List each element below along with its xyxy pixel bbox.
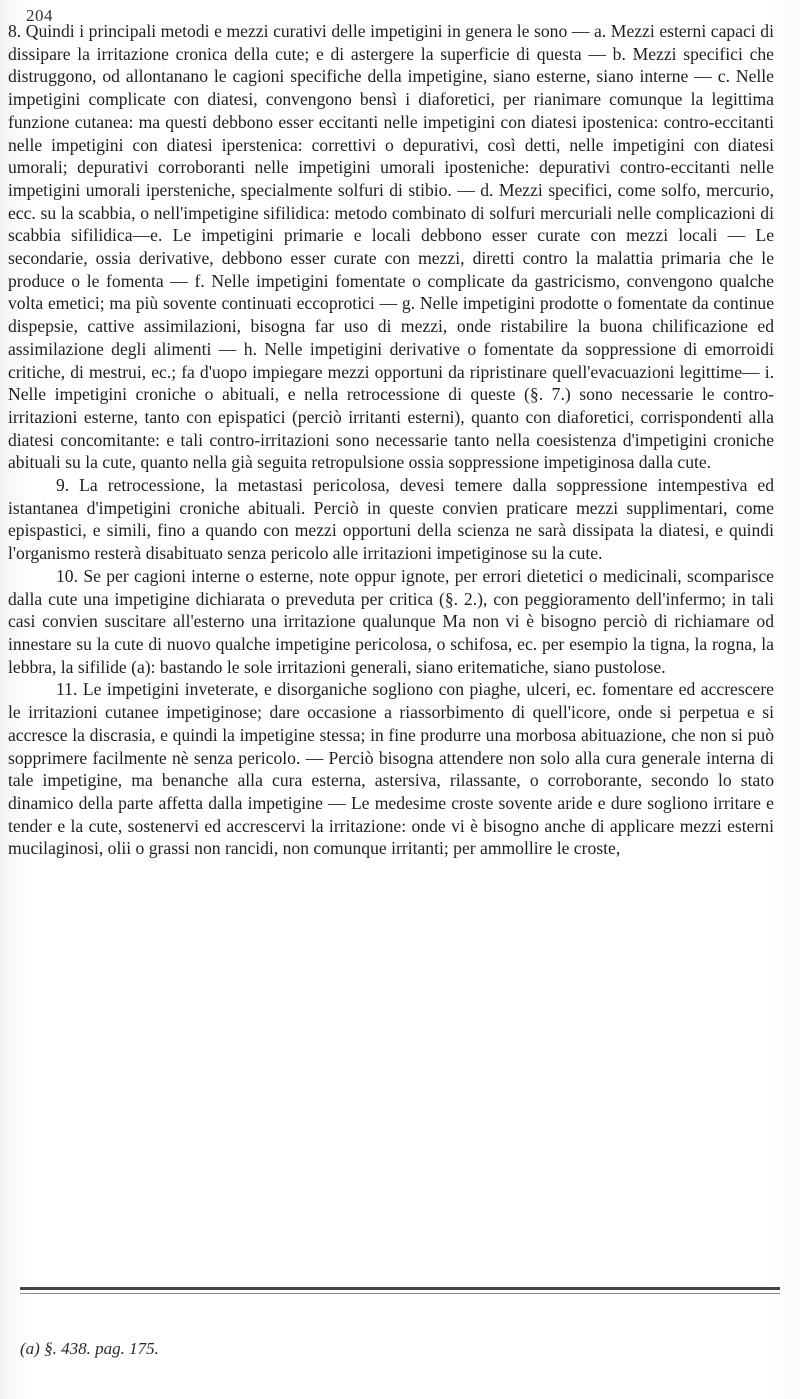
footnote: (a) §. 438. pag. 175. (20, 1339, 159, 1358)
paragraph-10: 10. Se per cagioni interne o esterne, note oppur ignote, per errori dietetici o medicinali, scomparisce dalla cute una impetigine dichiarata o preveduta per critica (§. 2.), con peggioramento dell'infermo; in tali casi convien suscitare all'esterno una irritazione qualunque Ma non vi è bisogno perciò di richiamare od innestare su la cute di nuovo qualche impetigine pericolosa, o schifosa, ec. per esempio la tigna, la rogna, la lebbra, la sifilide (a): bastando le sole irritazioni generali, siano eritematiche, siano pustolose. (8, 565, 774, 677)
paragraph-8: 8. Quindi i principali metodi e mezzi curativi delle impetigini in genera le sono — a. Mezzi esterni capaci di dissipare la irritazione cronica della cute; e di astergere la superficie di questa — b. Mezzi specifici che distruggono, od allontanano le cagioni specifiche della impetigine, siano esterne, siano interne — c. Nelle impetigini complicate con diatesi, convengono bensì i diaforetici, per rianimare comunque la legittima funzione cutanea: ma questi debbono esser eccitanti nelle impetigini con diatesi ipostenica: contro-eccitanti nelle impetigini con diatesi iperstenica: correttivi o depurativi, così detti, nelle impetigini con diatesi umorali; depurativi corroboranti nelle impetigini umorali iposteniche: depurativi contro-eccitanti nelle impetigini umorali ipersteniche, specialmente solfuri di stibio. — d. Mezzi specifici, come solfo, mercurio, ecc. su la scabbia, o nell'impetigine sifilidica: metodo combinato di solfuri mercuriali nelle complicazioni di scabbia sifilidica—e. Le impetigini primarie e locali debbono esser curate con mezzi locali — Le secondarie, ossia derivative, debbono esser curate con mezzi, diretti contro la malattia primaria che le produce o le fomenta — f. Nelle impetigini fomentate o complicate da gastricismo, convengono qualche volta emetici; ma più sovente continuati eccoprotici — g. Nelle impetigini prodotte o fomentate da continue dispepsie, cattive assimilazioni, bisogna far uso di mezzi, onde ristabilire la buona chilificazione ed assimilazione degli alimenti — h. Nelle impetigini derivative o fomentate da soppressione di emorroidi critiche, di mestrui, ec.; fa d'uopo impiegare mezzi opportuni da ripristinare quell'evacuazioni legittime— i. Nelle impetigini croniche o abituali, e nella retrocessione di queste (§. 7.) sono necessarie le contro-irritazioni esterne, tanto con epispatici (perciò irritanti esterni), quanto con diaforetici, corrispondenti alla diatesi concomitante: e tali contro-irritazioni sono necessarie tanto nella coesistenza d'impetigini croniche abituali su la cute, quanto nella già seguita retropulsione ossia soppressione impetiginosa dalla cute. (8, 21, 774, 473)
page-number: 204 (26, 6, 53, 25)
paragraph-9: 9. La retrocessione, la metastasi pericolosa, devesi temere dalla soppressione intempestiva ed istantanea d'impetigini croniche abituali. Perciò in queste convien praticare mezzi supplimentari, come epispastici, e simili, fino a quando con mezzi opportuni della scienza ne sarà dissipata la diatesi, e quindi l'organismo resterà disabituato senza pericolo alle irritazioni impetiginose su la cute. (8, 475, 774, 564)
body-text (8, 20, 774, 860)
footnote-rule (20, 1287, 780, 1290)
footnote-rule-thin (20, 1293, 780, 1294)
paragraph-11: 11. Le impetigini inveterate, e disorganiche sogliono con piaghe, ulceri, ec. fomentare ed accrescere le irritazioni cutanee impetiginose; dare occasione a riassorbimento di quell'icore, onde si perpetua e si accresce la discrasia, e quindi la impetigine stessa; in fine produrre una morbosa abituazione, che non si può sopprimere facilmente nè senza pericolo. — Perciò bisogna attendere non solo alla cura generale interna di tale impetigine, ma benanche alla cura esterna, astersiva, rilassante, o corroborante, secondo lo stato dinamico della parte affetta dalla impetigine — Le medesime croste sovente aride e dure sogliono irritare e tender e la cute, sostenervi ed accrescervi la irritazione: onde vi è bisogno anche di applicare mezzi esterni mucilaginosi, olii o grassi non rancidi, non comunque irritanti; per ammollire le croste, (8, 679, 774, 859)
